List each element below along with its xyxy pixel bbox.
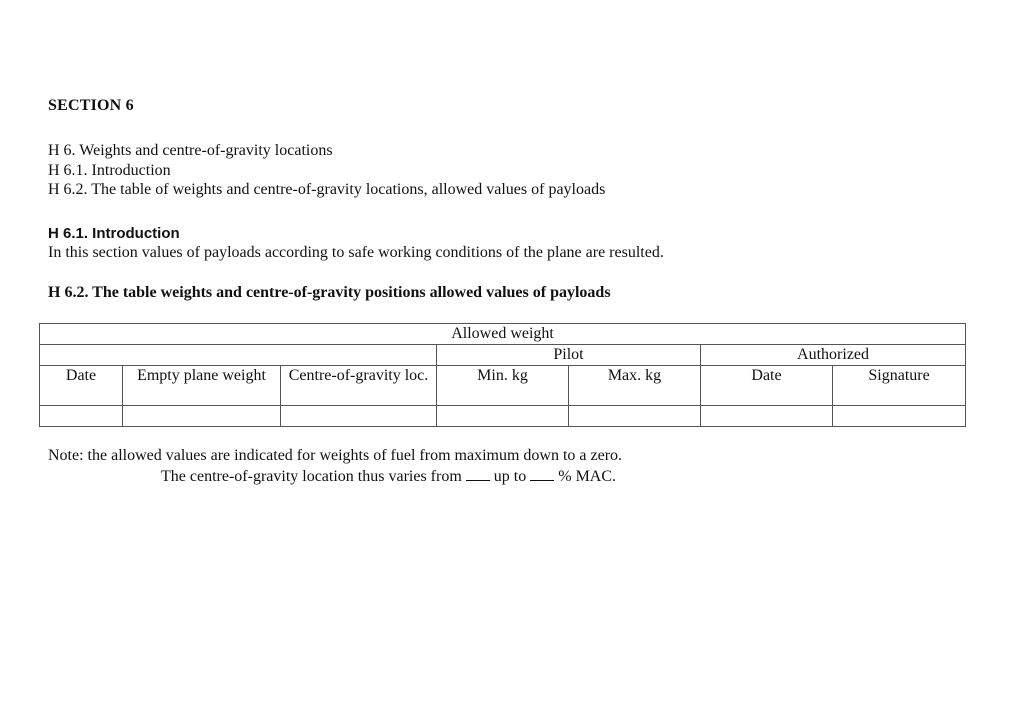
column-header-signature: Signature bbox=[833, 366, 966, 406]
allowed-weight-header: Allowed weight bbox=[40, 324, 966, 345]
authorized-header: Authorized bbox=[701, 345, 966, 366]
table-cell bbox=[701, 406, 833, 427]
table-cell bbox=[123, 406, 281, 427]
fill-in-blank bbox=[530, 466, 554, 481]
table-header-row-groups bbox=[40, 345, 966, 366]
table-cell bbox=[833, 406, 966, 427]
introduction-text: In this section values of payloads according to safe working conditions of the plane are resulted. bbox=[48, 244, 664, 261]
table-section-heading: H 6.2. The table weights and centre-of-gravity positions allowed values of payloads bbox=[48, 284, 611, 301]
column-header-cg-location: Centre-of-gravity loc. bbox=[281, 366, 437, 406]
section-title: SECTION 6 bbox=[48, 97, 134, 114]
note-line-2-start: The centre-of-gravity location thus varies from bbox=[161, 468, 462, 485]
note bbox=[48, 446, 622, 487]
note-line-1: Note: the allowed values are indicated for weights of fuel from maximum down to a zero. bbox=[48, 447, 623, 464]
table-header-row-allowed-weight bbox=[40, 324, 966, 345]
weights-table bbox=[39, 323, 966, 427]
column-header-max-kg: Max. kg bbox=[569, 366, 701, 406]
note-line-2-end: % MAC. bbox=[558, 468, 617, 485]
column-header-date: Date bbox=[40, 366, 123, 406]
table-cell bbox=[281, 406, 437, 427]
table-cell bbox=[40, 406, 123, 427]
table-cell bbox=[569, 406, 701, 427]
table-of-contents bbox=[48, 141, 605, 200]
table-header-row-columns bbox=[40, 366, 966, 406]
table-row bbox=[40, 406, 966, 427]
note-line-2-middle: up to bbox=[493, 468, 527, 485]
note-line-2 bbox=[48, 466, 622, 487]
pilot-header: Pilot bbox=[437, 345, 701, 366]
toc-item-table: H 6.2. The table of weights and centre-of-gravity locations, allowed values of payloads bbox=[48, 181, 606, 198]
toc-item-introduction: H 6.1. Introduction bbox=[48, 161, 171, 179]
column-header-empty-plane-weight: Empty plane weight bbox=[123, 366, 281, 406]
introduction-heading: H 6.1. Introduction bbox=[48, 225, 180, 242]
toc-item-weights: H 6. Weights and centre-of-gravity locations bbox=[48, 142, 333, 159]
column-header-authorized-date: Date bbox=[701, 366, 833, 406]
column-header-min-kg: Min. kg bbox=[437, 366, 569, 406]
fill-in-blank bbox=[466, 466, 490, 481]
table-cell bbox=[437, 406, 569, 427]
blank-header-cell bbox=[40, 345, 437, 366]
